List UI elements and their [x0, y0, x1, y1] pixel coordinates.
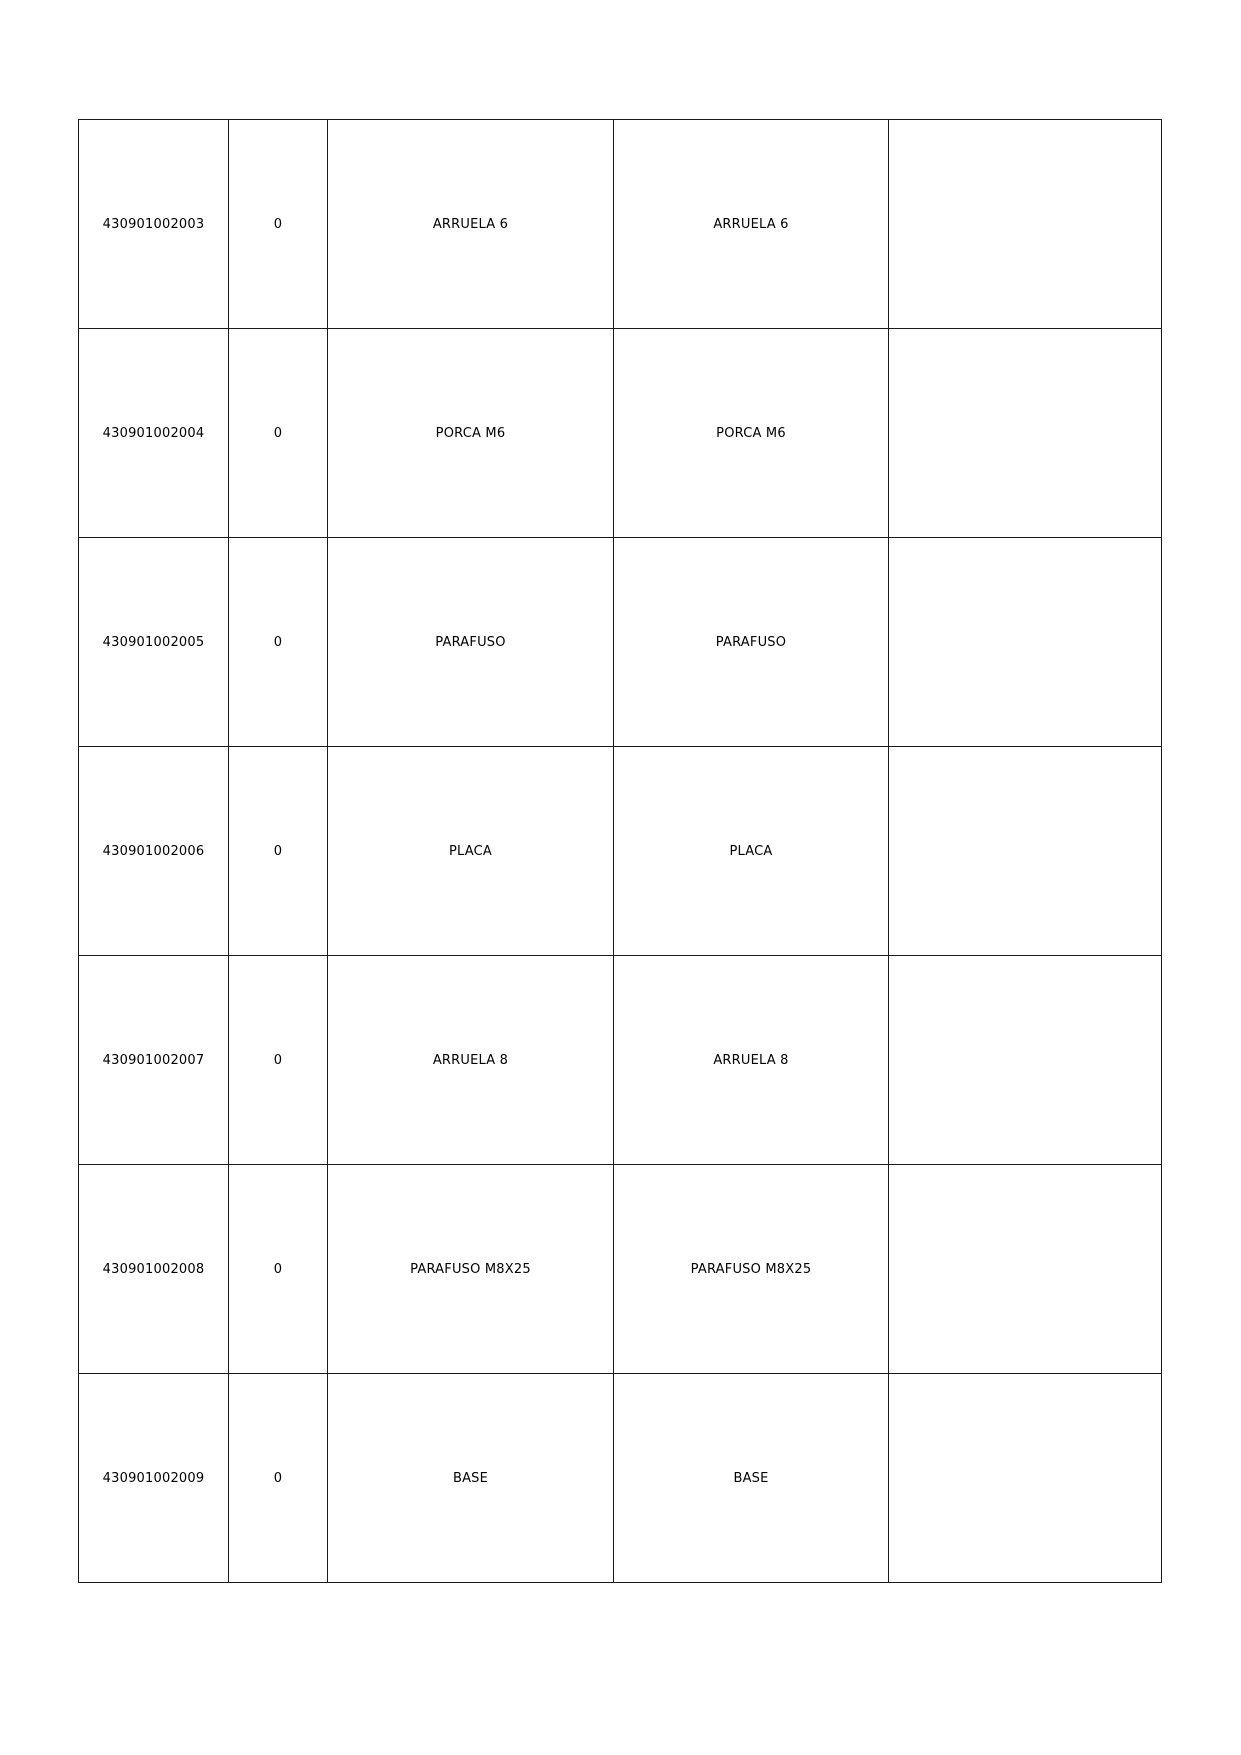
description-cell: PLACA	[328, 747, 614, 956]
notes-cell	[889, 329, 1162, 538]
description-secondary-cell: PARAFUSO	[614, 538, 889, 747]
description-cell: PORCA M6	[328, 329, 614, 538]
parts-table	[78, 119, 1162, 1583]
revision-cell: 0	[229, 120, 328, 329]
part-code-cell: 430901002003	[79, 120, 229, 329]
part-code-cell: 430901002005	[79, 538, 229, 747]
description-secondary-cell: PORCA M6	[614, 329, 889, 538]
revision-cell: 0	[229, 1374, 328, 1583]
description-cell: ARRUELA 8	[328, 956, 614, 1165]
description-cell: PARAFUSO M8X25	[328, 1165, 614, 1374]
table-row	[79, 120, 1162, 329]
description-secondary-cell: ARRUELA 8	[614, 956, 889, 1165]
table-row	[79, 956, 1162, 1165]
table-row	[79, 538, 1162, 747]
table-row	[79, 1374, 1162, 1583]
table-row	[79, 747, 1162, 956]
revision-cell: 0	[229, 538, 328, 747]
part-code-cell: 430901002004	[79, 329, 229, 538]
notes-cell	[889, 747, 1162, 956]
revision-cell: 0	[229, 956, 328, 1165]
revision-cell: 0	[229, 1165, 328, 1374]
revision-cell: 0	[229, 747, 328, 956]
notes-cell	[889, 1165, 1162, 1374]
notes-cell	[889, 1374, 1162, 1583]
description-secondary-cell: PARAFUSO M8X25	[614, 1165, 889, 1374]
revision-cell: 0	[229, 329, 328, 538]
part-code-cell: 430901002009	[79, 1374, 229, 1583]
table-row	[79, 329, 1162, 538]
part-code-cell: 430901002008	[79, 1165, 229, 1374]
part-code-cell: 430901002007	[79, 956, 229, 1165]
description-secondary-cell: BASE	[614, 1374, 889, 1583]
table-row	[79, 1165, 1162, 1374]
description-cell: BASE	[328, 1374, 614, 1583]
notes-cell	[889, 120, 1162, 329]
part-code-cell: 430901002006	[79, 747, 229, 956]
description-secondary-cell: ARRUELA 6	[614, 120, 889, 329]
description-cell: PARAFUSO	[328, 538, 614, 747]
notes-cell	[889, 538, 1162, 747]
notes-cell	[889, 956, 1162, 1165]
description-secondary-cell: PLACA	[614, 747, 889, 956]
description-cell: ARRUELA 6	[328, 120, 614, 329]
